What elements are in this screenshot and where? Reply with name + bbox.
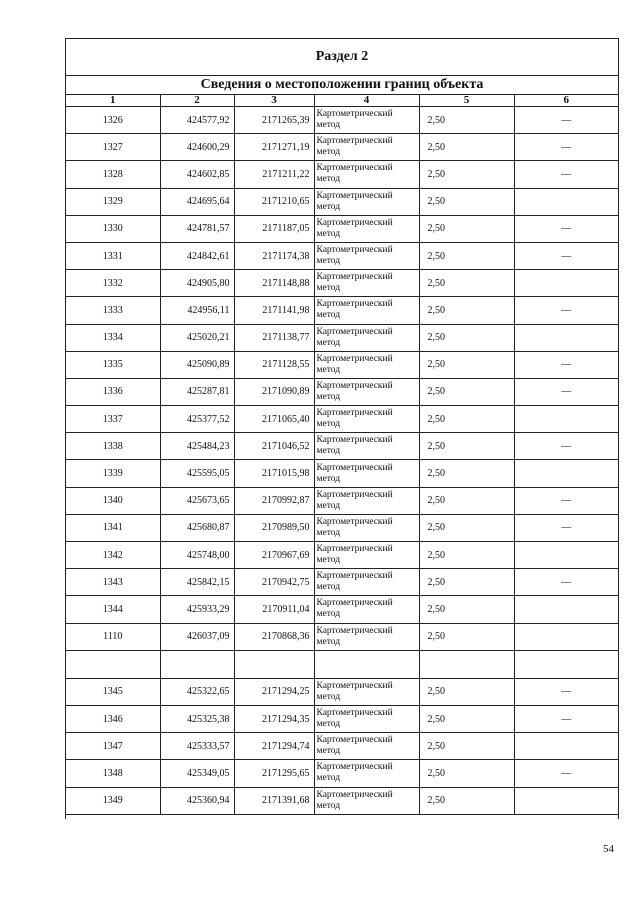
column-header: 6 [514, 95, 618, 107]
dash-cell: — [514, 760, 618, 787]
table-row [66, 542, 618, 569]
method-cell [314, 297, 419, 324]
precision-cell: 2,50 [419, 188, 514, 215]
x-coordinate-cell: 424781,57 [160, 215, 234, 242]
precision-cell: 2,50 [419, 378, 514, 405]
table-row [66, 623, 618, 650]
y-coordinate-cell: 2170868,36 [234, 623, 314, 650]
x-coordinate-cell: 425020,21 [160, 324, 234, 351]
x-coordinate-cell: 425933,29 [160, 596, 234, 623]
x-coordinate-cell: 425090,89 [160, 351, 234, 378]
y-coordinate-cell: 2170967,69 [234, 542, 314, 569]
method-line: метод [316, 746, 341, 757]
x-coordinate-cell: 425349,05 [160, 760, 234, 787]
empty-cell [160, 650, 234, 678]
precision-cell: 2,50 [419, 297, 514, 324]
method-line: метод [316, 228, 341, 239]
method-cell [314, 596, 419, 623]
y-coordinate-cell: 2171294,35 [234, 705, 314, 732]
method-line: Картометрический [316, 680, 393, 691]
empty-cell [66, 650, 160, 678]
method-line: метод [316, 582, 341, 593]
table-row [66, 406, 618, 433]
method-line: Картометрический [316, 735, 393, 746]
method-line: метод [316, 283, 341, 294]
dash-cell [514, 733, 618, 760]
method-cell [314, 787, 419, 814]
table-row [66, 297, 618, 324]
method-line: метод [316, 719, 341, 730]
table-row [66, 242, 618, 269]
x-coordinate-cell: 425748,00 [160, 542, 234, 569]
method-line: Картометрический [316, 708, 393, 719]
method-line: Картометрический [316, 190, 393, 201]
y-coordinate-cell: 2170942,75 [234, 569, 314, 596]
table-row [66, 324, 618, 351]
precision-cell: 2,50 [419, 460, 514, 487]
empty-cell [234, 650, 314, 678]
method-cell [314, 705, 419, 732]
method-line: метод [316, 310, 341, 321]
method-line: метод [316, 609, 341, 620]
method-cell [314, 107, 419, 134]
point-number-cell: 1336 [66, 378, 160, 405]
table-header-row [66, 95, 618, 107]
dash-cell: — [514, 569, 618, 596]
y-coordinate-cell: 2171391,68 [234, 787, 314, 814]
point-number-cell: 1340 [66, 487, 160, 514]
y-coordinate-cell: 2170992,87 [234, 487, 314, 514]
method-line: Картометрический [316, 109, 393, 120]
method-line: Картометрический [316, 299, 393, 310]
method-line: метод [316, 636, 341, 647]
coordinates-table [66, 95, 618, 815]
section-title: Раздел 2 [66, 39, 618, 76]
dash-cell [514, 623, 618, 650]
x-coordinate-cell: 424600,29 [160, 134, 234, 161]
y-coordinate-cell: 2170911,04 [234, 596, 314, 623]
table-row [66, 514, 618, 541]
method-cell [314, 460, 419, 487]
column-header: 4 [314, 95, 419, 107]
method-line: Картометрический [316, 408, 393, 419]
x-coordinate-cell: 425595,05 [160, 460, 234, 487]
document-frame [65, 38, 619, 819]
dash-cell: — [514, 161, 618, 188]
y-coordinate-cell: 2171187,05 [234, 215, 314, 242]
precision-cell: 2,50 [419, 678, 514, 705]
method-line: метод [316, 201, 341, 212]
dash-cell [514, 324, 618, 351]
precision-cell: 2,50 [419, 161, 514, 188]
point-number-cell: 1337 [66, 406, 160, 433]
precision-cell: 2,50 [419, 733, 514, 760]
dash-cell: — [514, 433, 618, 460]
point-number-cell: 1332 [66, 270, 160, 297]
point-number-cell: 1328 [66, 161, 160, 188]
point-number-cell: 1334 [66, 324, 160, 351]
precision-cell: 2,50 [419, 107, 514, 134]
method-cell [314, 161, 419, 188]
y-coordinate-cell: 2171265,39 [234, 107, 314, 134]
method-cell [314, 487, 419, 514]
method-line: Картометрический [316, 435, 393, 446]
precision-cell: 2,50 [419, 705, 514, 732]
method-line: Картометрический [316, 353, 393, 364]
method-cell [314, 215, 419, 242]
y-coordinate-cell: 2171148,88 [234, 270, 314, 297]
column-header: 5 [419, 95, 514, 107]
method-line: метод [316, 473, 341, 484]
precision-cell: 2,50 [419, 406, 514, 433]
method-line: Картометрический [316, 380, 393, 391]
method-cell [314, 406, 419, 433]
precision-cell: 2,50 [419, 487, 514, 514]
method-line: метод [316, 256, 341, 267]
point-number-cell: 1349 [66, 787, 160, 814]
dash-cell: — [514, 514, 618, 541]
precision-cell: 2,50 [419, 324, 514, 351]
dash-cell: — [514, 378, 618, 405]
page-number: 54 [603, 843, 614, 855]
dash-cell: — [514, 351, 618, 378]
point-number-cell: 1326 [66, 107, 160, 134]
x-coordinate-cell: 424842,61 [160, 242, 234, 269]
point-number-cell: 1345 [66, 678, 160, 705]
x-coordinate-cell: 426037,09 [160, 623, 234, 650]
method-line: Картометрический [316, 217, 393, 228]
table-row [66, 161, 618, 188]
table-gap-row [66, 650, 618, 678]
point-number-cell: 1339 [66, 460, 160, 487]
point-number-cell: 1341 [66, 514, 160, 541]
method-line: Картометрический [316, 598, 393, 609]
dash-cell: — [514, 107, 618, 134]
table-row [66, 433, 618, 460]
dash-cell: — [514, 134, 618, 161]
method-line: метод [316, 364, 341, 375]
column-header: 2 [160, 95, 234, 107]
method-line: Картометрический [316, 272, 393, 283]
y-coordinate-cell: 2171294,74 [234, 733, 314, 760]
point-number-cell: 1335 [66, 351, 160, 378]
method-line: Картометрический [316, 163, 393, 174]
y-coordinate-cell: 2171065,40 [234, 406, 314, 433]
method-line: метод [316, 500, 341, 511]
table-row [66, 215, 618, 242]
method-cell [314, 623, 419, 650]
dash-cell [514, 596, 618, 623]
method-cell [314, 569, 419, 596]
point-number-cell: 1338 [66, 433, 160, 460]
method-line: метод [316, 174, 341, 185]
section-subtitle: Сведения о местоположении границ объекта [66, 76, 618, 95]
table-row [66, 596, 618, 623]
table-row [66, 134, 618, 161]
point-number-cell: 1110 [66, 623, 160, 650]
point-number-cell: 1327 [66, 134, 160, 161]
method-cell [314, 242, 419, 269]
precision-cell: 2,50 [419, 787, 514, 814]
method-line: Картометрический [316, 762, 393, 773]
method-cell [314, 733, 419, 760]
empty-cell [514, 650, 618, 678]
dash-cell: — [514, 705, 618, 732]
y-coordinate-cell: 2171174,38 [234, 242, 314, 269]
method-line: Картометрический [316, 245, 393, 256]
point-number-cell: 1347 [66, 733, 160, 760]
table-row [66, 705, 618, 732]
precision-cell: 2,50 [419, 433, 514, 460]
method-cell [314, 270, 419, 297]
x-coordinate-cell: 425325,38 [160, 705, 234, 732]
method-line: Картометрический [316, 789, 393, 800]
point-number-cell: 1329 [66, 188, 160, 215]
table-body [66, 107, 618, 815]
precision-cell: 2,50 [419, 542, 514, 569]
method-cell [314, 351, 419, 378]
point-number-cell: 1346 [66, 705, 160, 732]
method-line: метод [316, 120, 341, 131]
method-cell [314, 134, 419, 161]
method-cell [314, 188, 419, 215]
y-coordinate-cell: 2171295,65 [234, 760, 314, 787]
table-row [66, 733, 618, 760]
x-coordinate-cell: 424905,80 [160, 270, 234, 297]
x-coordinate-cell: 425322,65 [160, 678, 234, 705]
method-cell [314, 760, 419, 787]
dash-cell [514, 188, 618, 215]
point-number-cell: 1344 [66, 596, 160, 623]
x-coordinate-cell: 424577,92 [160, 107, 234, 134]
x-coordinate-cell: 425673,65 [160, 487, 234, 514]
empty-cell [419, 650, 514, 678]
table-row [66, 188, 618, 215]
column-header: 3 [234, 95, 314, 107]
table-row [66, 760, 618, 787]
method-cell [314, 514, 419, 541]
x-coordinate-cell: 425377,52 [160, 406, 234, 433]
method-line: Картометрический [316, 489, 393, 500]
y-coordinate-cell: 2171138,77 [234, 324, 314, 351]
table-row [66, 569, 618, 596]
y-coordinate-cell: 2171090,89 [234, 378, 314, 405]
method-cell [314, 542, 419, 569]
dash-cell: — [514, 487, 618, 514]
table-row [66, 787, 618, 814]
x-coordinate-cell: 425484,23 [160, 433, 234, 460]
x-coordinate-cell: 425287,81 [160, 378, 234, 405]
x-coordinate-cell: 424602,85 [160, 161, 234, 188]
table-row [66, 107, 618, 134]
method-cell [314, 433, 419, 460]
table-row [66, 460, 618, 487]
table-row [66, 378, 618, 405]
dash-cell [514, 460, 618, 487]
method-cell [314, 378, 419, 405]
x-coordinate-cell: 425680,87 [160, 514, 234, 541]
point-number-cell: 1330 [66, 215, 160, 242]
precision-cell: 2,50 [419, 242, 514, 269]
precision-cell: 2,50 [419, 760, 514, 787]
x-coordinate-cell: 424695,64 [160, 188, 234, 215]
method-line: метод [316, 337, 341, 348]
x-coordinate-cell: 425360,94 [160, 787, 234, 814]
dash-cell [514, 406, 618, 433]
y-coordinate-cell: 2170989,50 [234, 514, 314, 541]
precision-cell: 2,50 [419, 351, 514, 378]
column-header: 1 [66, 95, 160, 107]
table-row [66, 351, 618, 378]
precision-cell: 2,50 [419, 514, 514, 541]
method-line: Картометрический [316, 136, 393, 147]
y-coordinate-cell: 2171211,22 [234, 161, 314, 188]
point-number-cell: 1348 [66, 760, 160, 787]
precision-cell: 2,50 [419, 215, 514, 242]
method-line: метод [316, 419, 341, 430]
method-line: метод [316, 147, 341, 158]
point-number-cell: 1342 [66, 542, 160, 569]
precision-cell: 2,50 [419, 569, 514, 596]
dash-cell: — [514, 678, 618, 705]
x-coordinate-cell: 424956,11 [160, 297, 234, 324]
method-line: метод [316, 800, 341, 811]
method-line: Картометрический [316, 571, 393, 582]
dash-cell: — [514, 297, 618, 324]
precision-cell: 2,50 [419, 134, 514, 161]
method-line: метод [316, 446, 341, 457]
precision-cell: 2,50 [419, 270, 514, 297]
y-coordinate-cell: 2171015,98 [234, 460, 314, 487]
y-coordinate-cell: 2171128,55 [234, 351, 314, 378]
table-row [66, 487, 618, 514]
table-row [66, 270, 618, 297]
method-line: Картометрический [316, 326, 393, 337]
y-coordinate-cell: 2171294,25 [234, 678, 314, 705]
dash-cell [514, 787, 618, 814]
dash-cell [514, 542, 618, 569]
method-cell [314, 324, 419, 351]
method-line: Картометрический [316, 625, 393, 636]
precision-cell: 2,50 [419, 596, 514, 623]
x-coordinate-cell: 425333,57 [160, 733, 234, 760]
method-line: Картометрический [316, 462, 393, 473]
point-number-cell: 1333 [66, 297, 160, 324]
method-line: Картометрический [316, 544, 393, 555]
y-coordinate-cell: 2171046,52 [234, 433, 314, 460]
y-coordinate-cell: 2171271,19 [234, 134, 314, 161]
empty-cell [314, 650, 419, 678]
point-number-cell: 1331 [66, 242, 160, 269]
precision-cell: 2,50 [419, 623, 514, 650]
method-line: метод [316, 773, 341, 784]
method-line: метод [316, 527, 341, 538]
dash-cell [514, 270, 618, 297]
dash-cell: — [514, 215, 618, 242]
point-number-cell: 1343 [66, 569, 160, 596]
method-line: метод [316, 691, 341, 702]
method-cell [314, 678, 419, 705]
y-coordinate-cell: 2171210,65 [234, 188, 314, 215]
y-coordinate-cell: 2171141,98 [234, 297, 314, 324]
method-line: Картометрический [316, 516, 393, 527]
table-row [66, 678, 618, 705]
method-line: метод [316, 391, 341, 402]
dash-cell: — [514, 242, 618, 269]
method-line: метод [316, 555, 341, 566]
x-coordinate-cell: 425842,15 [160, 569, 234, 596]
